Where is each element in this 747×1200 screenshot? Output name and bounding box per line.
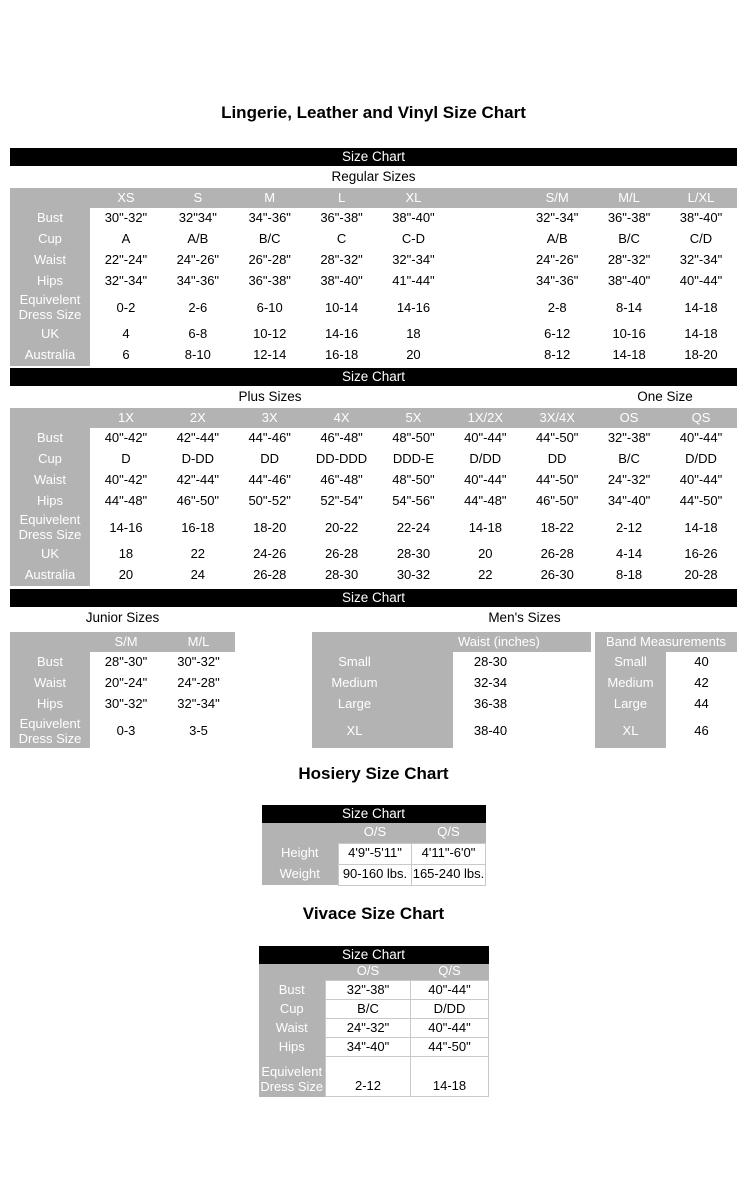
size-cell: 10-16	[593, 324, 665, 345]
row-label: Waist	[10, 673, 90, 694]
size-cell: 22"-24"	[90, 250, 162, 271]
size-cell: 40	[666, 652, 737, 673]
column-header: M/L	[593, 188, 665, 208]
size-cell: 24-26	[234, 544, 306, 565]
table-corner	[259, 964, 326, 981]
size-cell: 22	[162, 544, 234, 565]
row-label: Cup	[10, 229, 90, 250]
size-cell: 4'11"-6'0"	[412, 843, 486, 864]
row-label: Cup	[259, 1000, 326, 1019]
column-header: 2X	[162, 408, 234, 428]
column-header: XS	[90, 188, 162, 208]
size-cell: 0-3	[90, 715, 162, 748]
hosiery-table	[262, 823, 487, 886]
table-row	[10, 229, 737, 250]
column-header	[449, 188, 521, 208]
size-cell: 16-26	[665, 544, 737, 565]
size-cell: 2-6	[162, 292, 234, 324]
size-cell: 44"-50"	[521, 428, 593, 449]
size-chart-banner-junior-mens: Size Chart	[10, 589, 737, 607]
size-cell	[449, 271, 521, 292]
table-row	[10, 470, 737, 491]
row-label: Small	[595, 652, 666, 673]
size-cell	[449, 208, 521, 229]
row-label: Height	[262, 843, 339, 864]
size-cell: 30"-32"	[90, 694, 162, 715]
size-cell: D	[90, 449, 162, 470]
size-cell: 44"-50"	[521, 470, 593, 491]
column-header: L	[306, 188, 378, 208]
column-header: L/XL	[665, 188, 737, 208]
size-cell: 41"-44"	[378, 271, 450, 292]
size-cell: 14-18	[665, 512, 737, 544]
size-cell: DD-DDD	[306, 449, 378, 470]
size-cell: DDD-E	[378, 449, 450, 470]
junior-sizes-table	[10, 632, 235, 748]
size-cell: 44"-50"	[665, 491, 737, 512]
table-corner	[312, 632, 453, 652]
junior-mens-heading-row	[10, 607, 737, 629]
size-cell: 18-20	[665, 345, 737, 366]
mens-sizes-heading: Men's Sizes	[488, 610, 561, 625]
row-label: Waist	[10, 470, 90, 491]
size-cell: 8-18	[593, 565, 665, 586]
table-row	[595, 673, 737, 694]
column-header: S	[162, 188, 234, 208]
size-cell: 14-18	[411, 1057, 489, 1097]
size-cell: 20-28	[665, 565, 737, 586]
size-cell: 32"-34"	[90, 271, 162, 292]
row-label: Hips	[259, 1038, 326, 1057]
size-cell: 8-14	[593, 292, 665, 324]
table-row	[312, 652, 591, 673]
column-header: M/L	[162, 632, 235, 652]
size-cell: 28-30	[306, 565, 378, 586]
size-cell: A/B	[162, 229, 234, 250]
size-cell: 44"-46"	[234, 470, 306, 491]
size-cell: B/C	[326, 1000, 411, 1019]
size-chart-banner-regular: Size Chart	[10, 148, 737, 166]
size-cell: 28-30	[453, 652, 528, 673]
size-cell: 48"-50"	[378, 428, 450, 449]
column-header: QS	[665, 408, 737, 428]
size-cell: 46"-48"	[306, 470, 378, 491]
table-row	[595, 652, 737, 673]
size-cell: 20	[90, 565, 162, 586]
size-cell: 90-160 lbs.	[339, 864, 412, 885]
size-cell: 46"-48"	[306, 428, 378, 449]
size-cell: 14-18	[665, 324, 737, 345]
table-row	[595, 694, 737, 715]
column-header: O/S	[339, 823, 412, 843]
size-cell: 6-8	[162, 324, 234, 345]
size-cell: 4'9"-5'11"	[339, 843, 412, 864]
size-cell: D/DD	[449, 449, 521, 470]
row-label: Large	[595, 694, 666, 715]
table-row	[262, 843, 486, 864]
size-cell: 46	[666, 715, 737, 748]
size-cell: 44	[666, 694, 737, 715]
column-header: Band Measurements	[595, 632, 737, 652]
size-cell: 10-14	[306, 292, 378, 324]
size-cell: 26-28	[521, 544, 593, 565]
size-cell: 34"-36"	[521, 271, 593, 292]
column-header: 1X	[90, 408, 162, 428]
row-label: Hips	[10, 694, 90, 715]
table-row	[259, 1057, 489, 1097]
size-cell: D-DD	[162, 449, 234, 470]
size-cell: 44"-48"	[90, 491, 162, 512]
table-row	[10, 715, 235, 748]
table-row	[10, 292, 737, 324]
size-cell: 46"-50"	[162, 491, 234, 512]
size-cell: 14-16	[306, 324, 378, 345]
size-cell: 24"-32"	[326, 1019, 411, 1038]
size-cell: 32-34	[453, 673, 528, 694]
table-row	[10, 428, 737, 449]
size-cell	[449, 292, 521, 324]
size-cell: 40"-44"	[411, 981, 489, 1000]
row-label: XL	[312, 715, 453, 748]
size-cell: 10-12	[234, 324, 306, 345]
size-cell: 16-18	[306, 345, 378, 366]
size-cell: 26-28	[306, 544, 378, 565]
size-chart-banner-plus: Size Chart	[10, 368, 737, 386]
size-cell: 44"-48"	[449, 491, 521, 512]
size-cell: 40"-44"	[665, 271, 737, 292]
junior-mens-tables-row	[10, 632, 747, 748]
size-cell: 38"-40"	[665, 208, 737, 229]
table-row	[259, 1000, 489, 1019]
size-cell: 34"-36"	[234, 208, 306, 229]
size-cell: B/C	[234, 229, 306, 250]
size-cell: 24	[162, 565, 234, 586]
row-label: Hips	[10, 491, 90, 512]
size-cell: 40"-44"	[449, 470, 521, 491]
size-cell: 34"-40"	[326, 1038, 411, 1057]
table-corner	[10, 408, 90, 428]
size-cell: 48"-50"	[378, 470, 450, 491]
size-cell: 18-20	[234, 512, 306, 544]
size-cell: D/DD	[411, 1000, 489, 1019]
hosiery-title: Hosiery Size Chart	[298, 764, 449, 783]
size-cell: 32"-34"	[162, 694, 235, 715]
size-cell: D/DD	[665, 449, 737, 470]
size-cell: 6-10	[234, 292, 306, 324]
size-cell	[449, 250, 521, 271]
table-row	[595, 715, 737, 748]
size-cell	[449, 229, 521, 250]
mens-waist-table	[312, 632, 591, 748]
size-cell: 36"-38"	[306, 208, 378, 229]
size-cell: 32"-34"	[665, 250, 737, 271]
size-cell: 42"-44"	[162, 428, 234, 449]
table-row	[259, 1019, 489, 1038]
row-label: Equivelent Dress Size	[259, 1057, 326, 1097]
row-label: Medium	[312, 673, 453, 694]
size-cell: 42	[666, 673, 737, 694]
table-row	[312, 694, 591, 715]
size-cell: 4-14	[593, 544, 665, 565]
size-cell: C/D	[665, 229, 737, 250]
table-row	[10, 652, 235, 673]
size-cell: 38"-40"	[593, 271, 665, 292]
size-cell: 46"-50"	[521, 491, 593, 512]
table-corner	[10, 188, 90, 208]
row-label: Bust	[10, 428, 90, 449]
table-row	[10, 271, 737, 292]
size-cell: 14-18	[593, 345, 665, 366]
size-cell: 20	[378, 345, 450, 366]
column-header: S/M	[521, 188, 593, 208]
size-cell: 12-14	[234, 345, 306, 366]
size-cell: 20"-24"	[90, 673, 162, 694]
size-cell: 3-5	[162, 715, 235, 748]
size-cell	[449, 324, 521, 345]
column-header: Q/S	[412, 823, 486, 843]
plus-sizes-heading: Plus Sizes	[238, 389, 302, 404]
row-label: Weight	[262, 864, 339, 885]
size-cell: 20-22	[306, 512, 378, 544]
row-label: Waist	[259, 1019, 326, 1038]
size-cell: 42"-44"	[162, 470, 234, 491]
size-cell: 32"-38"	[593, 428, 665, 449]
vivace-title: Vivace Size Chart	[302, 903, 445, 923]
table-row	[259, 981, 489, 1000]
table-row	[312, 715, 591, 748]
table-row	[10, 324, 737, 345]
size-cell: 32"-34"	[378, 250, 450, 271]
size-cell: 26-28	[234, 565, 306, 586]
size-cell	[449, 345, 521, 366]
row-label: UK	[10, 544, 90, 565]
table-row	[10, 673, 235, 694]
size-cell: 32"-38"	[326, 981, 411, 1000]
table-row	[10, 491, 737, 512]
plus-one-size-heading-row	[10, 386, 737, 408]
size-cell: 4	[90, 324, 162, 345]
size-cell: 40"-44"	[449, 428, 521, 449]
table-row	[10, 345, 737, 366]
size-cell: 6	[90, 345, 162, 366]
empty-cell	[528, 715, 591, 748]
size-cell: 24"-28"	[162, 673, 235, 694]
size-cell: B/C	[593, 449, 665, 470]
size-cell: 32"34"	[162, 208, 234, 229]
table-row	[10, 250, 737, 271]
size-cell: 8-12	[521, 345, 593, 366]
table-row	[312, 673, 591, 694]
table-row	[259, 1038, 489, 1057]
size-cell: 22-24	[378, 512, 450, 544]
size-cell: 28"-30"	[90, 652, 162, 673]
empty-cell	[528, 652, 591, 673]
row-label: Equivelent Dress Size	[10, 512, 90, 544]
row-label: Medium	[595, 673, 666, 694]
size-cell: 32"-34"	[521, 208, 593, 229]
table-row	[10, 694, 235, 715]
one-size-heading: One Size	[637, 389, 693, 404]
size-cell: C-D	[378, 229, 450, 250]
regular-sizes-heading: Regular Sizes	[331, 169, 416, 184]
size-cell: 40"-44"	[665, 428, 737, 449]
size-cell: 24"-26"	[162, 250, 234, 271]
row-label: UK	[10, 324, 90, 345]
regular-sizes-table	[10, 188, 737, 366]
row-label: Large	[312, 694, 453, 715]
size-cell: A	[90, 229, 162, 250]
row-label: Australia	[10, 565, 90, 586]
row-label: Australia	[10, 345, 90, 366]
size-cell: C	[306, 229, 378, 250]
table-row	[262, 864, 486, 885]
size-cell: 50"-52"	[234, 491, 306, 512]
size-cell: 40"-42"	[90, 428, 162, 449]
row-label: Waist	[10, 250, 90, 271]
size-cell: 14-18	[665, 292, 737, 324]
size-cell: 20	[449, 544, 521, 565]
column-header: OS	[593, 408, 665, 428]
size-cell: 52"-54"	[306, 491, 378, 512]
size-cell: 34"-36"	[162, 271, 234, 292]
table-row	[10, 544, 737, 565]
table-row	[10, 208, 737, 229]
column-header: Q/S	[411, 964, 489, 981]
row-label: Hips	[10, 271, 90, 292]
size-cell: 24"-32"	[593, 470, 665, 491]
size-cell: A/B	[521, 229, 593, 250]
size-cell: 30-32	[378, 565, 450, 586]
size-cell: DD	[521, 449, 593, 470]
empty-cell	[528, 673, 591, 694]
size-cell: 22	[449, 565, 521, 586]
table-corner	[10, 632, 90, 652]
size-cell: 165-240 lbs.	[412, 864, 486, 885]
size-cell: 2-12	[326, 1057, 411, 1097]
row-label: XL	[595, 715, 666, 748]
column-header: 3X/4X	[521, 408, 593, 428]
row-label: Cup	[10, 449, 90, 470]
size-cell: 6-12	[521, 324, 593, 345]
size-cell: 24"-26"	[521, 250, 593, 271]
size-cell: 26-30	[521, 565, 593, 586]
column-header: 4X	[306, 408, 378, 428]
row-label: Bust	[259, 981, 326, 1000]
mens-band-table	[595, 632, 737, 748]
size-cell: DD	[234, 449, 306, 470]
page-title: Lingerie, Leather and Vinyl Size Chart	[221, 103, 526, 122]
column-header: S/M	[90, 632, 162, 652]
size-cell: 38"-40"	[306, 271, 378, 292]
row-label: Equivelent Dress Size	[10, 715, 90, 748]
vivace-chart	[259, 946, 489, 1098]
size-cell: 54"-56"	[378, 491, 450, 512]
hosiery-chart	[262, 805, 486, 886]
size-cell: 2-12	[593, 512, 665, 544]
table-corner	[262, 823, 339, 843]
row-label: Bust	[10, 208, 90, 229]
size-cell: 28"-32"	[593, 250, 665, 271]
size-cell: 36"-38"	[234, 271, 306, 292]
empty-cell	[528, 694, 591, 715]
column-header: M	[234, 188, 306, 208]
size-cell: 38-40	[453, 715, 528, 748]
size-cell: 36"-38"	[593, 208, 665, 229]
column-header: O/S	[326, 964, 411, 981]
size-cell: 44"-50"	[411, 1038, 489, 1057]
size-cell: 18	[90, 544, 162, 565]
hosiery-size-chart-banner: Size Chart	[262, 805, 486, 823]
table-row	[10, 565, 737, 586]
size-cell: 40"-42"	[90, 470, 162, 491]
column-header: Waist (inches)	[453, 632, 591, 652]
size-cell: 38"-40"	[378, 208, 450, 229]
size-cell: 30"-32"	[90, 208, 162, 229]
row-label: Equivelent Dress Size	[10, 292, 90, 324]
size-cell: 18	[378, 324, 450, 345]
size-cell: 34"-40"	[593, 491, 665, 512]
row-label: Bust	[10, 652, 90, 673]
size-cell: 26"-28"	[234, 250, 306, 271]
table-row	[10, 449, 737, 470]
table-row	[10, 512, 737, 544]
size-cell: 14-16	[378, 292, 450, 324]
size-cell: B/C	[593, 229, 665, 250]
plus-sizes-table	[10, 408, 737, 586]
size-cell: 36-38	[453, 694, 528, 715]
size-cell: 44"-46"	[234, 428, 306, 449]
size-cell: 14-18	[449, 512, 521, 544]
vivace-table	[259, 964, 490, 1098]
column-header: 1X/2X	[449, 408, 521, 428]
size-cell: 16-18	[162, 512, 234, 544]
column-header: XL	[378, 188, 450, 208]
row-label: Small	[312, 652, 453, 673]
size-cell: 28-30	[378, 544, 450, 565]
size-cell: 30"-32"	[162, 652, 235, 673]
column-header: 3X	[234, 408, 306, 428]
vivace-size-chart-banner: Size Chart	[259, 946, 489, 964]
size-cell: 18-22	[521, 512, 593, 544]
size-cell: 14-16	[90, 512, 162, 544]
size-cell: 0-2	[90, 292, 162, 324]
size-cell: 28"-32"	[306, 250, 378, 271]
size-cell: 8-10	[162, 345, 234, 366]
junior-sizes-heading: Junior Sizes	[85, 610, 160, 625]
size-cell: 40"-44"	[411, 1019, 489, 1038]
size-cell: 40"-44"	[665, 470, 737, 491]
column-header: 5X	[378, 408, 450, 428]
size-cell: 2-8	[521, 292, 593, 324]
